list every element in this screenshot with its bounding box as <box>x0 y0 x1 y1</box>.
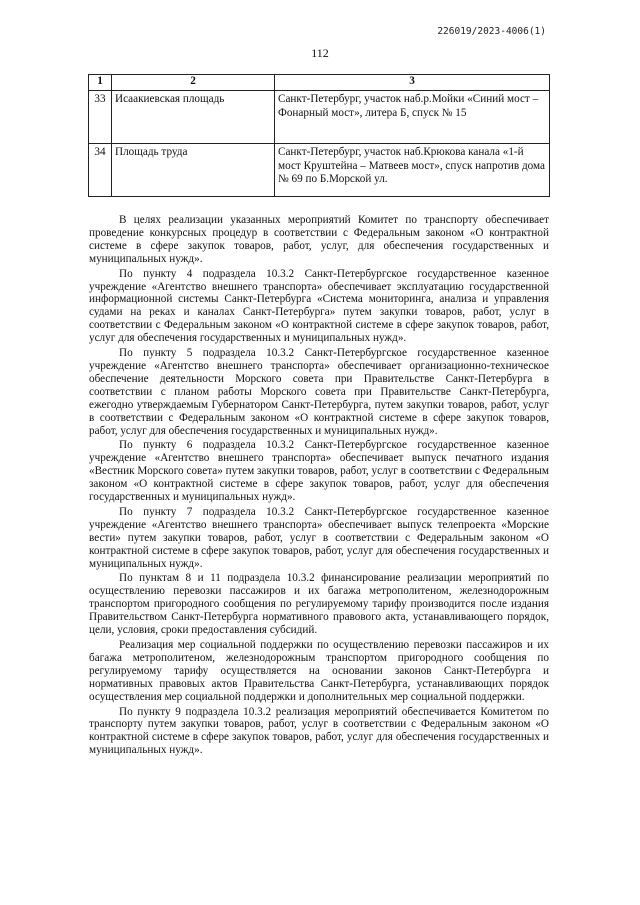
document-body <box>89 214 549 759</box>
location-name: Исаакиевская площадь <box>112 91 275 144</box>
paragraph: В целях реализации указанных мероприятий Комитет по транспорту обеспечивает проведение конкурсных процедур в соответствии с Федеральным законом «О контрактной системе в сфере закупок товаров, работ, услуг, для обеспечения государственных и муниципальных нужд». <box>89 214 549 265</box>
paragraph: По пункту 4 подраздела 10.3.2 Санкт-Петербургское государственное казенное учреждение «Агентство внешнего транспорта» обеспечивает эксплуатацию государственной информационной системы Санкт-Петербурга «Система мониторинга, анализа и управления судами на реках и каналах Санкт-Петербурга» путем закупки товаров, работ, услуг в соответствии с Федеральным законом «О контрактной системе в сфере закупок товаров, работ, услуг для обеспечения государственных и муниципальных нужд». <box>89 267 549 345</box>
paragraph: По пункту 5 подраздела 10.3.2 Санкт-Петербургское государственное казенное учреждение «Агентство внешнего транспорта» обеспечивает организационно-техническое обеспечение деятельности Морского совета при Правительстве Санкт-Петербурга в соответствии с планом работы Морского совета при Правительстве Санкт-Петербурга, ежегодно утверждаемым Губернатором Санкт-Петербурга, путем закупки товаров, работ, услуг в соответствии с Федеральным законом «О контрактной системе в сфере закупок товаров, работ, услуг для обеспечения государственных и муниципальных нужд». <box>89 347 549 437</box>
paragraph: По пункту 9 подраздела 10.3.2 реализация мероприятий обеспечивается Комитетом по транспорту путем закупки товаров, работ, услуг в соответствии с Федеральным законом «О контрактной системе в сфере закупок товаров, работ, услуг для обеспечения государственных и муниципальных нужд». <box>89 705 549 757</box>
table-row <box>89 91 550 144</box>
paragraph: По пункту 7 подраздела 10.3.2 Санкт-Петербургское государственное казенное учреждение «Агентство внешнего транспорта» обеспечивает выпуск телепроекта «Морские вести» путем закупки товаров, работ, услуг в соответствии с Федеральным законом «О контрактной системе в сфере закупок товаров, работ, услуг для обеспечения государственных и муниципальных нужд». <box>89 505 549 570</box>
table-row <box>89 144 550 197</box>
paragraph: По пунктам 8 и 11 подраздела 10.3.2 финансирование реализации мероприятий по осуществлению перевозки пассажиров и их багажа метрополитеном, железнодорожным транспортом пригородного сообщения по регулируемому тарифу производится после издания Правительством Санкт-Петербурга нормативного правового акта, устанавливающего порядок, цели, условия, сроки предоставления субсидий. <box>89 572 549 637</box>
page-number: 112 <box>311 46 329 60</box>
row-number: 33 <box>89 91 112 144</box>
paragraph: По пункту 6 подраздела 10.3.2 Санкт-Петербургское государственное казенное учреждение «Агентство внешнего транспорта» обеспечивает выпуск печатного издания «Вестник Морского совета» путем закупки товаров, работ, услуг в соответствии с Федеральным законом «О контрактной системе в сфере закупок товаров, работ, услуг для обеспечения государственных и муниципальных нужд». <box>89 439 549 504</box>
table-header-row <box>89 75 550 91</box>
column-header-1: 1 <box>89 75 112 91</box>
column-header-2: 2 <box>112 75 275 91</box>
paragraph: Реализация мер социальной поддержки по осуществлению перевозки пассажиров и их багажа метрополитеном, железнодорожным транспортом пригородного сообщения по регулируемому тарифу осуществляется на основании законов Санкт-Петербурга и нормативных правовых актов Правительства Санкт-Петербурга, устанавливающих порядок осуществления мер социальной поддержки и дополнительных мер социальной поддержки. <box>89 639 549 703</box>
location-name: Площадь труда <box>112 144 275 197</box>
row-number: 34 <box>89 144 112 197</box>
locations-table <box>88 74 550 197</box>
column-header-3: 3 <box>275 75 550 91</box>
location-address: Санкт-Петербург, участок наб.Крюкова канала «1-й мост Круштейна – Матвеев мост», спуск напротив дома № 69 по Б.Морской ул. <box>275 144 550 197</box>
location-address: Санкт-Петербург, участок наб.р.Мойки «Синий мост – Фонарный мост», литера Б, спуск № 15 <box>275 91 550 144</box>
document-number: 226019/2023-4006(1) <box>437 26 546 37</box>
